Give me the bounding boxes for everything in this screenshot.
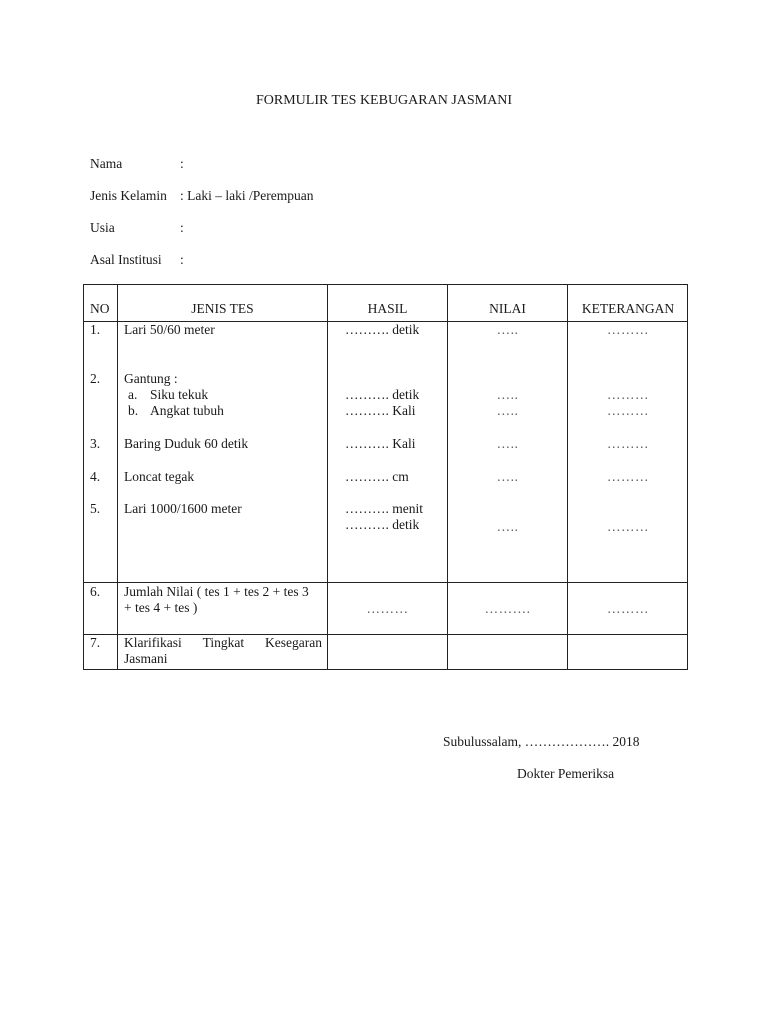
header-keterangan: KETERANGAN — [581, 301, 675, 316]
row-test: Gantung : — [124, 371, 178, 386]
row-hasil[interactable]: ………. detik — [345, 322, 420, 337]
row-keterangan[interactable]: ……… — [607, 469, 649, 484]
sub-marker: b. — [128, 403, 139, 418]
header-no: NO — [90, 301, 110, 316]
sub-marker: a. — [128, 387, 138, 402]
row-test-cont: Jasmani — [124, 651, 168, 666]
row-hasil[interactable] — [328, 635, 447, 669]
row-hasil[interactable]: ………. Kali — [345, 436, 416, 451]
row-nilai[interactable]: ….. — [496, 519, 519, 534]
row-nilai[interactable] — [448, 635, 567, 669]
row-test-cont: + tes 4 + tes ) — [124, 600, 198, 615]
header-hasil: HASIL — [367, 301, 408, 316]
row-nilai[interactable]: ….. — [496, 387, 519, 402]
fitness-test-table — [83, 284, 688, 670]
row-divider — [84, 582, 687, 583]
row-nilai[interactable]: ….. — [496, 436, 519, 451]
row-no: 2. — [90, 371, 101, 386]
sub-test: Siku tekuk — [150, 387, 209, 402]
column-divider — [117, 285, 118, 669]
row-test: Lari 1000/1600 meter — [124, 501, 242, 516]
row-keterangan[interactable]: ……… — [607, 436, 649, 451]
field-label-usia: Usia — [90, 220, 115, 235]
row-no: 7. — [90, 635, 101, 650]
row-test: Baring Duduk 60 detik — [124, 436, 249, 451]
row-no: 5. — [90, 501, 101, 516]
row-test — [124, 635, 322, 651]
row-nilai[interactable]: ….. — [496, 469, 519, 484]
field-value-usia: : — [180, 220, 184, 235]
row-test-word: Tingkat — [202, 635, 245, 650]
row-hasil[interactable]: ………. cm — [345, 469, 409, 484]
row-keterangan[interactable] — [568, 635, 688, 669]
row-keterangan[interactable]: ……… — [607, 322, 649, 337]
row-keterangan[interactable]: ……… — [607, 387, 649, 402]
field-label-nama: Nama — [90, 156, 123, 171]
field-value-nama: : — [180, 156, 184, 171]
field-value-jenis-kelamin: : Laki – laki /Perempuan — [180, 188, 314, 203]
row-hasil-detik[interactable]: ………. detik — [345, 517, 420, 532]
header-nilai: NILAI — [489, 301, 526, 316]
row-hasil-menit[interactable]: ………. menit — [345, 501, 423, 516]
page-title: FORMULIR TES KEBUGARAN JASMANI — [255, 93, 513, 108]
row-nilai[interactable]: ………. — [484, 601, 531, 616]
row-no: 6. — [90, 584, 101, 599]
row-test: Loncat tegak — [124, 469, 195, 484]
field-label-jenis-kelamin: Jenis Kelamin — [90, 188, 167, 203]
row-no: 1. — [90, 322, 101, 337]
row-test: Jumlah Nilai ( tes 1 + tes 2 + tes 3 — [124, 584, 309, 599]
row-test: Lari 50/60 meter — [124, 322, 215, 337]
signatory-label: Dokter Pemeriksa — [517, 766, 615, 781]
header-jenis-tes: JENIS TES — [191, 301, 254, 316]
row-hasil[interactable]: ……… — [366, 601, 409, 616]
place-date: Subulussalam, ………………. 2018 — [443, 734, 640, 749]
row-hasil[interactable]: ………. detik — [345, 387, 420, 402]
row-nilai[interactable]: ….. — [496, 322, 519, 337]
sub-test: Angkat tubuh — [150, 403, 224, 418]
field-label-asal-institusi: Asal Institusi — [90, 252, 162, 267]
row-test-word: Kesegaran — [265, 635, 322, 650]
row-no: 4. — [90, 469, 101, 484]
row-hasil[interactable]: ………. Kali — [345, 403, 416, 418]
row-keterangan[interactable]: ……… — [607, 403, 649, 418]
row-nilai[interactable]: ….. — [496, 403, 519, 418]
field-value-asal-institusi: : — [180, 252, 184, 267]
row-keterangan[interactable]: ……… — [607, 519, 649, 534]
row-test-word: Klarifikasi — [124, 635, 182, 650]
row-no: 3. — [90, 436, 101, 451]
row-keterangan[interactable]: ……… — [607, 601, 649, 616]
